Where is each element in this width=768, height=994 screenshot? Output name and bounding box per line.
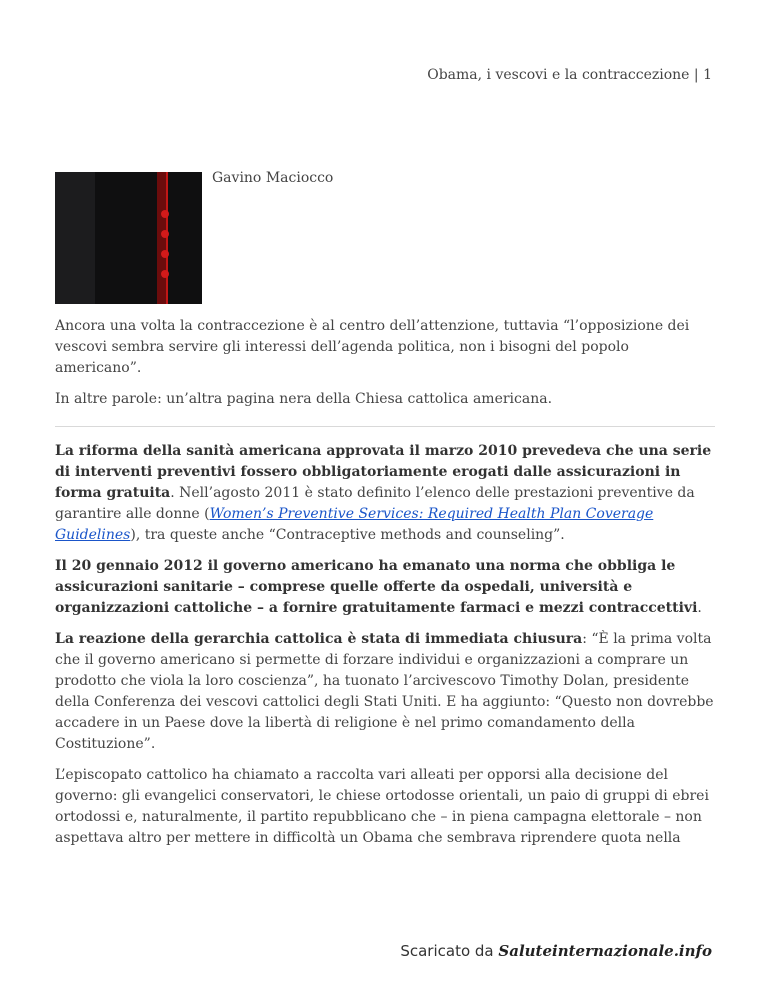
intro-paragraph: In altre parole: un’altra pagina nera della Chiesa cattolica americana. [55, 391, 553, 407]
cassock-edge [166, 172, 168, 304]
bold-lead: La riforma della sanità americana approvata il marzo 2010 prevedeva che una serie di interventi preventivi fossero obbligatoriamente erogati dalle assicurazioni in forma gratuita [55, 443, 712, 501]
section-divider [55, 426, 715, 427]
article-paragraph [55, 556, 715, 619]
bold-lead: Il 20 gennaio 2012 il governo americano ha emanato una norma che obbliga le assicurazioni sanitarie – comprese quelle offerte da ospedali, università e organizzazioni cattoliche – a fornire gratuitamente farmaci e mezzi contraccettivi [55, 558, 698, 616]
footer-site-link[interactable]: Saluteinternazionale.info [498, 942, 712, 960]
paragraph-text: . Nell’agosto 2011 è stato definito l’elenco delle prestazioni preventive da garantire alle donne ( [55, 485, 695, 522]
cassock-button [161, 210, 169, 218]
paragraph-text: ), tra queste anche “Contraceptive methods and counseling”. [130, 527, 565, 543]
page-header: Obama, i vescovi e la contraccezione | 1 [427, 67, 712, 83]
cassock-trim [157, 172, 166, 304]
footer-prefix: Scaricato da [400, 942, 499, 960]
paragraph-text: . [697, 600, 702, 616]
guidelines-link[interactable]: Women’s Preventive Services: Required Health Plan Coverage Guidelines [55, 506, 654, 543]
article-paragraph [55, 441, 715, 546]
paragraph-text: : “È la prima volta che il governo americano si permette di forzare individui e organizzazioni a comprare un prodotto che viola la loro coscienza”, ha tuonato l’arcivescovo Timothy Dolan, presidente della Conferenza dei vescovi cattolici degli Stati Uniti. E ha aggiunto: “Questo non dovrebbe accadere in un Paese dove la libertà di religione è nel primo comandamento della Costituzione”. [55, 631, 714, 752]
cassock-button [161, 230, 169, 238]
intro-paragraph: Ancora una volta la contraccezione è al centro dell’attenzione, tuttavia “l’opposizione dei vescovi sembra servire gli interessi dell’agenda politica, non i bisogni del popolo americano”. [55, 318, 690, 376]
article-paragraph [55, 629, 715, 755]
article-paragraph: L’episcopato cattolico ha chiamato a raccolta vari alleati per opporsi alla decisione del governo: gli evangelici conservatori, le chiese ortodosse orientali, un paio di gruppi di ebrei ortodossi e, naturalmente, il partito repubblicano che – in piena campagna elettorale – non aspettava altro per mettere in difficoltà un Obama che sembrava riprendere quota nella [55, 767, 709, 846]
article-body [55, 316, 715, 859]
page-footer [400, 942, 712, 960]
photo-shadow [55, 172, 95, 304]
cassock-button [161, 270, 169, 278]
author-name: Gavino Maciocco [212, 170, 334, 186]
bold-lead: La reazione della gerarchia cattolica è stata di immediata chiusura [55, 631, 583, 647]
cassock-button [161, 250, 169, 258]
author-photo [55, 172, 202, 304]
